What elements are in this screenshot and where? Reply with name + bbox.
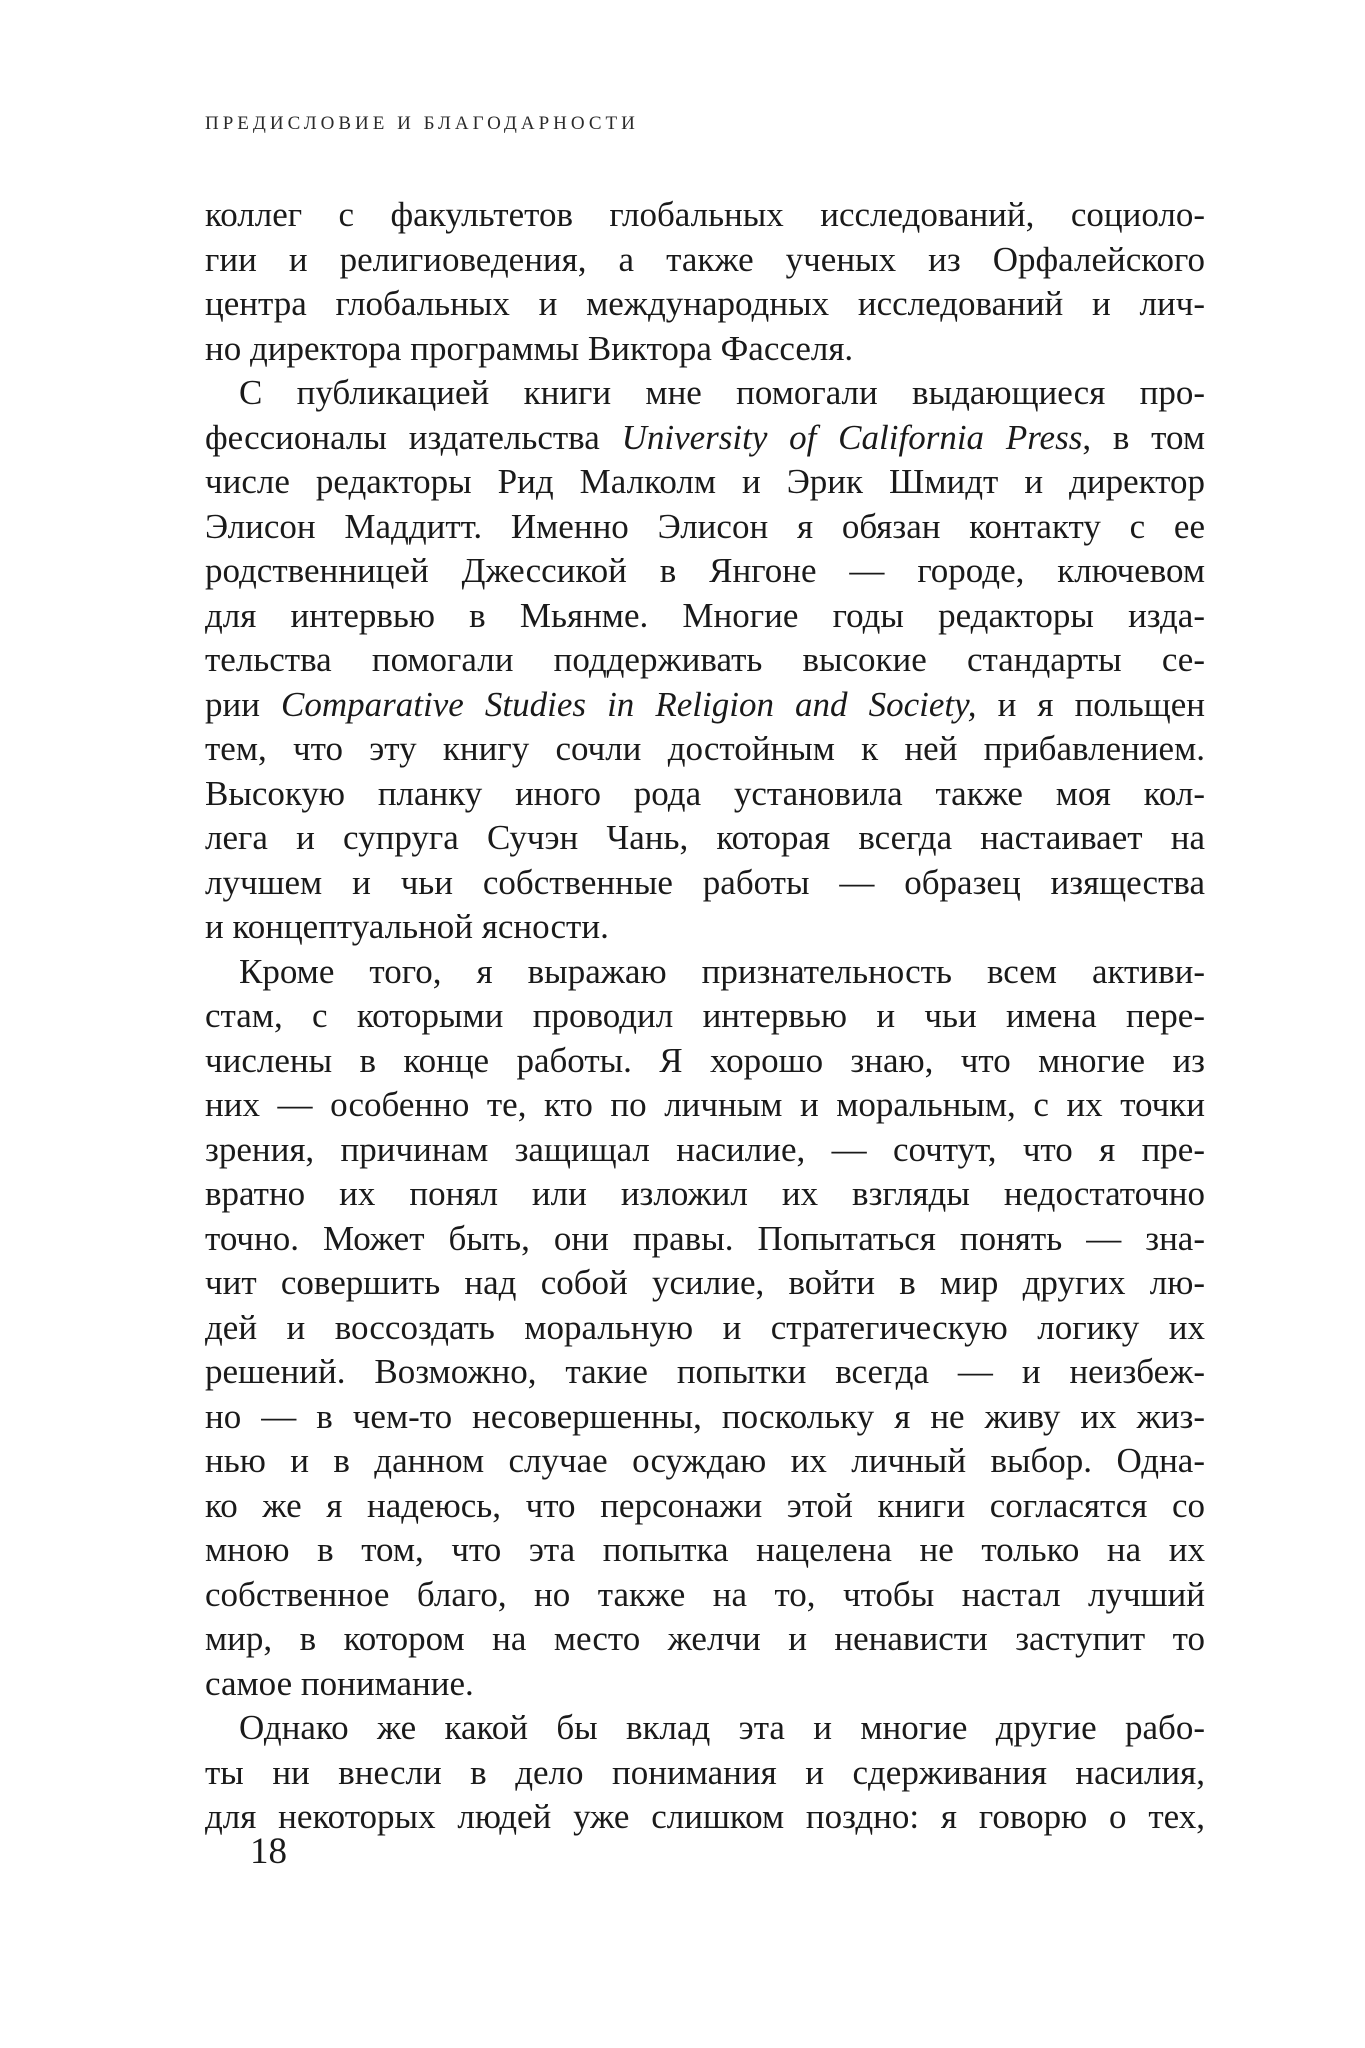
text-segment: и я польщен [976,684,1205,724]
text-line: тельства помогали поддерживать высокие стандарты се- [205,640,1205,679]
text-line: собственное благо, но также на то, чтобы настал лучший [205,1574,1205,1614]
text-line: гии и религиоведения, а также ученых из Орфалейского [205,239,1205,279]
text-line: дей и воссоздать моральную и стратегическую логику их [205,1307,1205,1347]
text-line: чит совершить над собой усилие, войти в мир других лю- [205,1263,1205,1302]
text-line: Элисон Маддитт. Именно Элисон я обязан контакту с ее [205,506,1205,546]
paragraph-4 [205,1706,1205,1840]
running-head: ПРЕДИСЛОВИЕ И БЛАГОДАРНОСТИ [205,113,639,134]
text-line: тем, что эту книгу сочли достойным к ней прибавлением. [205,729,1205,768]
text-line: коллег с факультетов глобальных исследований, социоло- [205,195,1205,234]
text-line: мною в том, что эта попытка нацелена не только на их [205,1530,1205,1569]
text-line: самое понимание. [205,1663,474,1703]
text-line: Кроме того, я выражаю признательность всем активи- [239,951,1205,991]
text-line: точно. Может быть, они правы. Попытаться понять — зна- [205,1218,1205,1258]
italic-title: Comparative Studies in Religion and Society, [281,684,977,724]
text-line: вратно их понял или изложил их взгляды недостаточно [205,1174,1205,1213]
paragraph-1 [205,193,1205,371]
text-line: и концептуальной ясности. [205,907,609,946]
text-line: лучшем и чьи собственные работы — образец изящества [205,862,1205,902]
text-line: но директора программы Виктора Фасселя. [205,328,854,368]
text-line: числе редакторы Рид Малколм и Эрик Шмидт и директор [205,462,1205,501]
text-segment: , в том [1082,417,1205,457]
text-line: центра глобальных и международных исследований и лич- [205,284,1205,323]
text-line-mixed [205,683,1205,728]
body-text [205,193,1205,1840]
text-line-mixed [205,416,1205,461]
text-line: Высокую планку иного рода установила также моя кол- [205,773,1205,813]
text-line: но — в чем-то несовершенны, поскольку я не живу их жиз- [205,1396,1205,1436]
text-line: решений. Возможно, такие попытки всегда — и неизбеж- [205,1352,1205,1391]
text-line: нью и в данном случае осуждаю их личный выбор. Одна- [205,1441,1205,1480]
text-line: них — особенно те, кто по личным и моральным, с их точки [205,1085,1205,1124]
italic-title: University of California Press [621,417,1083,457]
text-line: родственницей Джессикой в Янгоне — городе, ключевом [205,551,1205,590]
paragraph-3 [205,950,1205,1707]
text-line: для некоторых людей уже слишком поздно: я говорю о тех, [205,1797,1205,1836]
text-line: Однако же какой бы вклад эта и многие другие рабо- [239,1708,1205,1747]
text-line: ко же я надеюсь, что персонажи этой книги согласятся со [205,1485,1205,1525]
text-line: числены в конце работы. Я хорошо знаю, что многие из [205,1040,1205,1080]
text-segment: фессионалы издательства [205,417,622,457]
text-line: стам, с которыми проводил интервью и чьи имена пере- [205,996,1205,1035]
text-line: лега и супруга Сучэн Чань, которая всегда настаивает на [205,818,1205,857]
paragraph-2 [205,371,1205,950]
text-line: С публикацией книги мне помогали выдающиеся про- [239,373,1205,412]
text-segment: рии [205,684,282,724]
text-line: ты ни внесли в дело понимания и сдерживания насилия, [205,1752,1205,1792]
text-line: для интервью в Мьянме. Многие годы редакторы изда- [205,595,1205,635]
text-line: мир, в котором на место желчи и ненависти заступит то [205,1619,1205,1658]
page-number: 18 [250,1831,287,1872]
text-line: зрения, причинам защищал насилие, — сочтут, что я пре- [205,1129,1205,1169]
